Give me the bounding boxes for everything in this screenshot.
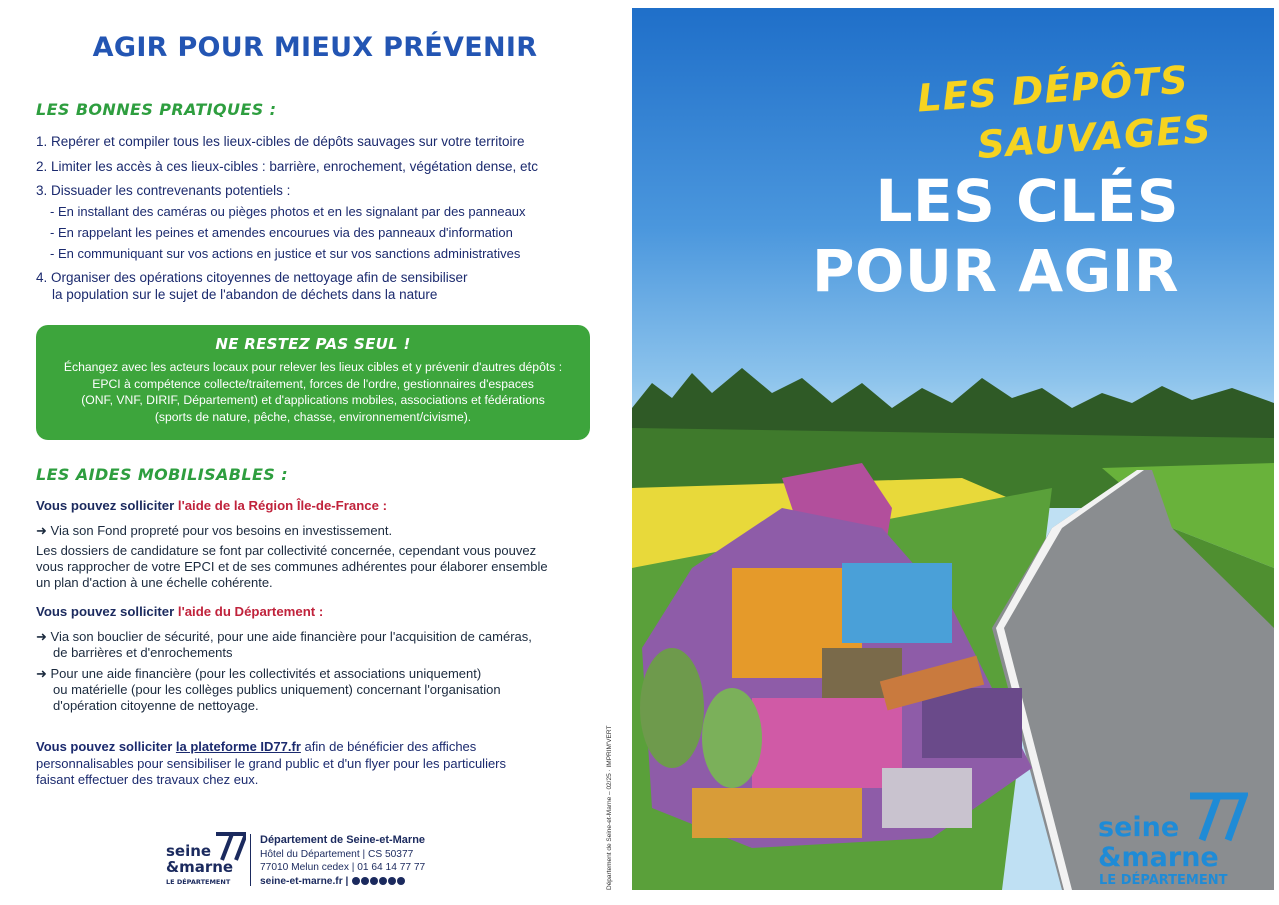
practice-sub-item-1: - En installant des caméras ou pièges photos et en les signalant par des panneaux — [50, 204, 526, 219]
social-icon[interactable] — [388, 877, 396, 885]
dept-highlight: l'aide du Département : — [177, 604, 324, 619]
dept-arrow-item-2 — [36, 666, 596, 714]
callout-line: (sports de nature, pêche, chasse, environnement/civisme). — [154, 409, 472, 424]
dept-arrow2-line: ou matérielle (pour les collèges publics uniquement) concernant l'organisation — [53, 682, 501, 697]
social-icon[interactable] — [352, 877, 360, 885]
logo-line1: seine — [166, 842, 212, 860]
cover-logo-line1: seine — [1098, 812, 1180, 843]
dept-arrow1-line: de barrières et d'enrochements — [53, 645, 233, 660]
cover-seine-et-marne-logo — [1098, 788, 1248, 878]
practice-item-1: 1. Repérer et compiler tous les lieux-cibles de dépôts sauvages sur votre territoire — [36, 134, 525, 149]
cover-logo-line2: &marne — [1098, 842, 1219, 873]
region-para-line: un plan d'action à une échelle cohérente. — [36, 575, 273, 590]
social-icon[interactable] — [397, 877, 405, 885]
cover-title-line3: LES CLÉS — [875, 167, 1179, 235]
region-paragraph — [36, 543, 596, 591]
practice-item-3: 3. Dissuader les contrevenants potentiels : — [36, 183, 291, 198]
practice-item-4-line2: la population sur le sujet de l'abandon de déchets dans la nature — [52, 287, 438, 302]
region-highlight: l'aide de la Région Île-de-France : — [177, 498, 387, 513]
region-para-line: Les dossiers de candidature se font par collectivité concernée, cependant vous pouvez — [36, 543, 537, 558]
callout-line: Échangez avec les acteurs locaux pour relever les lieux cibles et y prévenir d'autres dépôts : — [63, 360, 563, 374]
logo-line2: &marne — [166, 858, 234, 876]
spine-credit — [606, 700, 624, 890]
platform-link[interactable]: la plateforme ID77.fr — [175, 739, 301, 754]
dept-arrow2-line: ➜ Pour une aide financière (pour les collectivités et associations uniquement) — [36, 666, 482, 681]
footer-divider — [250, 834, 251, 886]
platform-text: afin de bénéficier des affiches — [300, 739, 477, 754]
callout-line: EPCI à compétence collecte/traitement, forces de l'ordre, gestionnaires d'espaces — [92, 376, 534, 391]
practice-item-2: 2. Limiter les accès à ces lieux-cibles : barrière, enrochement, végétation dense, etc — [36, 159, 538, 174]
page-title: AGIR POUR MIEUX PRÉVENIR — [92, 32, 538, 63]
callout-title: NE RESTEZ PAS SEUL ! — [215, 335, 411, 353]
platform-text: personnalisables pour sensibiliser le grand public et d'un flyer pour les particuliers — [36, 755, 507, 771]
cover-title-line4: POUR AGIR — [812, 237, 1179, 305]
region-arrow-item: ➜ Via son Fond propreté pour vos besoins en investissement. — [36, 523, 393, 538]
region-lead-text: Vous pouvez solliciter — [36, 498, 178, 513]
dept-name: Département de Seine-et-Marne — [260, 834, 426, 846]
dept-arrow2-line: d'opération citoyenne de nettoyage. — [53, 698, 259, 713]
left-page — [0, 0, 630, 905]
dept-arrow1-line: ➜ Via son bouclier de sécurité, pour une aide financière pour l'acquisition de caméras, — [36, 629, 532, 644]
logo-sub: LE DÉPARTEMENT — [166, 878, 231, 886]
footer-address2: 77010 Melun cedex | 01 64 14 77 77 — [260, 862, 426, 873]
platform-text: faisant effectuer des travaux chez eux. — [36, 772, 259, 787]
cover-logo-sub: LE DÉPARTEMENT — [1099, 873, 1228, 888]
best-practices-heading: LES BONNES PRATIQUES : — [36, 100, 277, 119]
platform-paragraph — [36, 739, 596, 789]
cover-title-main — [812, 166, 1179, 306]
seine-et-marne-logo — [166, 830, 246, 886]
practice-sub-item-3: - En communiquant sur vos actions en justice et sur vos sanctions administratives — [50, 246, 521, 261]
practice-sub-item-2: - En rappelant les peines et amendes encourues via des panneaux d'information — [50, 225, 513, 240]
social-icon[interactable] — [361, 877, 369, 885]
callout-box — [36, 325, 590, 440]
footer-address1: Hôtel du Département | CS 50377 — [260, 848, 414, 860]
practice-item-4: 4. Organiser des opérations citoyennes de nettoyage afin de sensibiliser — [36, 270, 468, 285]
dept-aid-lead — [36, 604, 606, 619]
platform-lead: Vous pouvez solliciter — [36, 739, 176, 754]
cover-title-line2: SAUVAGES — [975, 106, 1213, 168]
aids-heading: LES AIDES MOBILISABLES : — [36, 465, 288, 484]
footer-website[interactable]: seine-et-marne.fr | — [260, 875, 349, 887]
social-icon[interactable] — [370, 877, 378, 885]
dept-lead-text: Vous pouvez solliciter — [36, 604, 178, 619]
social-icon[interactable] — [379, 877, 387, 885]
dept-arrow-item-1 — [36, 629, 596, 661]
region-aid-lead — [36, 498, 606, 513]
region-para-line: vous rapprocher de votre EPCI et de ses communes adhérentes pour élaborer ensemble — [36, 559, 548, 574]
cover-page — [632, 8, 1274, 890]
callout-line: (ONF, VNF, DIRIF, Département) et d'applications mobiles, associations et fédérations — [81, 393, 545, 407]
cover-title-line1: LES DÉPÔTS — [915, 57, 1190, 121]
footer-contact — [260, 834, 425, 888]
spine-text: Département de Seine-et-Marne – 02/25 · IMPRIM'VERT — [606, 725, 613, 890]
